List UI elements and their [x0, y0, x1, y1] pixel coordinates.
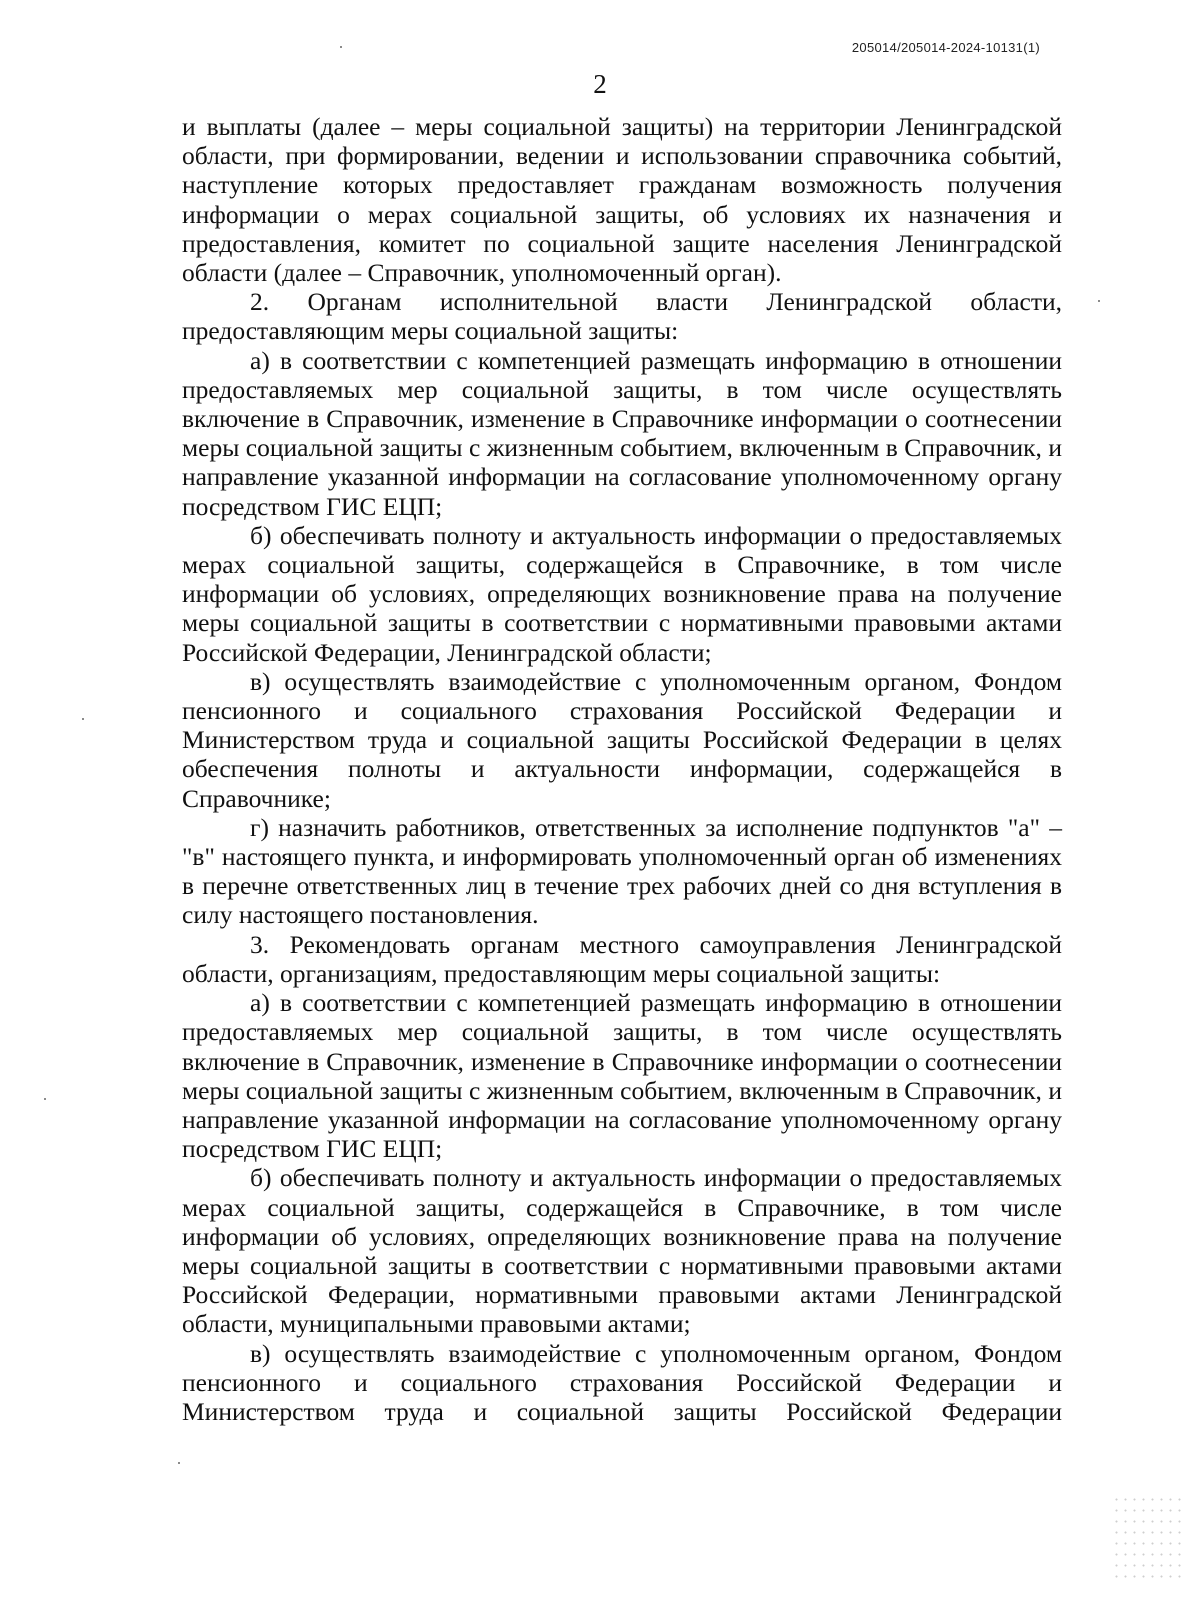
scan-speck [82, 718, 84, 720]
paragraph-item-2a: а) в соответствии с компетенцией размещать информацию в отношении предоставляемых мер социальной защиты, в том числе осуществлять включение в Справочник, изменение в Справочнике информации о соотнесении меры социальной защиты с жизненным событием, включенным в Справочник, и направление указанной информации на согласование уполномоченному органу посредством ГИС ЕЦП; [182, 345, 1062, 521]
paragraph-item-2v: в) осуществлять взаимодействие с уполномоченным органом, Фондом пенсионного и социального страхования Российской Федерации и Министерством труда и социальной защиты Российской Федерации в целях обеспечения полноты и актуальности информации, содержащейся в Справочнике; [182, 666, 1062, 813]
scan-noise [1112, 1494, 1182, 1584]
scan-speck [340, 46, 342, 48]
scan-speck [178, 1462, 180, 1464]
paragraph-item-3v: в) осуществлять взаимодействие с уполномоченным органом, Фондом пенсионного и социального страхования Российской Федерации и Министерством труда и социальной защиты Российской Федерации [182, 1338, 1062, 1426]
scan-speck [44, 1098, 46, 1100]
paragraph-item-2g: г) назначить работников, ответственных за исполнение подпунктов "а" – "в" настоящего пункта, и информировать уполномоченный орган об изменениях в перечне ответственных лиц в течение трех рабочих дней со дня вступления в силу настоящего постановления. [182, 812, 1062, 930]
paragraph-item-3a: а) в соответствии с компетенцией размещать информацию в отношении предоставляемых мер социальной защиты, в том числе осуществлять включение в Справочник, изменение в Справочнике информации о соотнесении меры социальной защиты с жизненным событием, включенным в Справочник, и направление указанной информации на согласование уполномоченному органу посредством ГИС ЕЦП; [182, 988, 1062, 1164]
paragraph-continuation: и выплаты (далее – меры социальной защиты) на территории Ленинградской области, при формировании, ведении и использовании справочника событий, наступление которых предоставляет гражданам возможность получения информации о мерах социальной защиты, об условиях их назначения и предоставления, комитет по социальной защите населения Ленинградской области (далее – Справочник, уполномоченный орган). [182, 112, 1062, 288]
document-id: 205014/205014-2024-10131(1) [851, 40, 1040, 55]
paragraph-item-3: 3. Рекомендовать органам местного самоуправления Ленинградской области, организациям, предоставляющим меры социальной защиты: [182, 929, 1062, 988]
scan-speck [1098, 300, 1100, 302]
document-body [182, 112, 1062, 1426]
page-number: 2 [593, 69, 607, 99]
paragraph-item-2: 2. Органам исполнительной власти Ленинградской области, предоставляющим меры социальной защиты: [182, 287, 1062, 346]
paragraph-item-3b: б) обеспечивать полноту и актуальность информации о предоставляемых мерах социальной защиты, содержащейся в Справочнике, в том числе информации об условиях, определяющих возникновение права на получение меры социальной защиты в соответствии с нормативными правовыми актами Российской Федерации, нормативными правовыми актами Ленинградской области, муниципальными правовыми актами; [182, 1163, 1062, 1339]
paragraph-item-2b: б) обеспечивать полноту и актуальность информации о предоставляемых мерах социальной защиты, содержащейся в Справочнике, в том числе информации об условиях, определяющих возникновение права на получение меры социальной защиты в соответствии с нормативными правовыми актами Российской Федерации, Ленинградской области; [182, 520, 1062, 667]
